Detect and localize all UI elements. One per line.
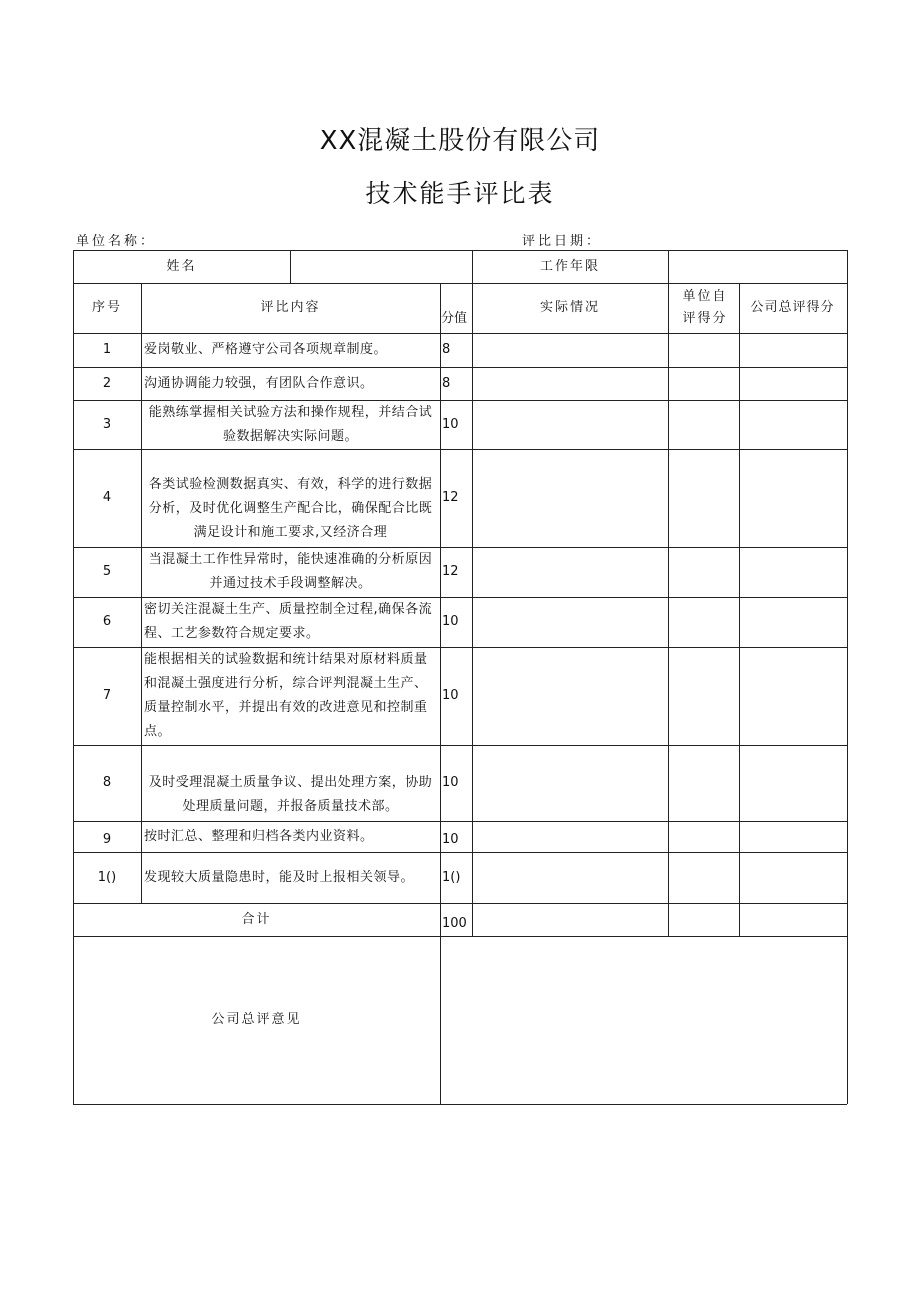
row-9-score: 10: [442, 832, 459, 847]
row-9-company-score-field[interactable]: [739, 821, 847, 852]
row-7-seq: 7: [102, 688, 112, 703]
row-1-self-score-field[interactable]: [668, 333, 739, 367]
row-7-self-score-field[interactable]: [668, 647, 739, 745]
row-8-seq: 8: [102, 775, 112, 790]
row-4-seq: 4: [102, 490, 112, 505]
row-3-content: 能熟练掌握相关试验方法和操作规程，并结合试验数据解决实际问题。: [148, 404, 433, 444]
company-opinion-field[interactable]: [440, 936, 846, 1104]
row-1-company-score-field[interactable]: [739, 333, 847, 367]
row-4-self-score-field[interactable]: [668, 449, 739, 547]
name-field[interactable]: [290, 250, 472, 283]
row-8-actual-field[interactable]: [472, 745, 668, 821]
row-7-actual-field[interactable]: [472, 647, 668, 745]
row-2-content: 沟通协调能力较强，有团队合作意识。: [144, 375, 374, 391]
company-opinion-label: 公司总评意见: [211, 1012, 302, 1027]
name-label: 姓名: [166, 258, 197, 274]
row-2-score: 8: [442, 375, 451, 391]
form-title: 技术能手评比表: [365, 179, 555, 208]
row-5-self-score-field[interactable]: [668, 547, 739, 597]
total-actual-field[interactable]: [472, 903, 668, 936]
row-4-score: 12: [442, 490, 459, 505]
row-10-content: 发现较大质量隐患时，能及时上报相关领导。: [144, 869, 415, 885]
row-5-actual-field[interactable]: [472, 547, 668, 597]
row-8-score: 10: [442, 775, 459, 790]
total-label: 合计: [241, 911, 272, 927]
row-3-seq: 3: [102, 416, 112, 432]
row-10-seq: 1(): [97, 869, 117, 885]
row-9-seq: 9: [102, 832, 112, 847]
row-6-score: 10: [442, 614, 459, 629]
row-2-self-score-field[interactable]: [668, 367, 739, 400]
evaluation-date-label: 评比日期：: [522, 234, 603, 249]
company-title: XX混凝土股份有限公司: [319, 126, 601, 156]
row-6-content: 密切关注混凝土生产、质量控制全过程,确保各流程、工艺参数符合规定要求。: [144, 602, 433, 641]
row-6-company-score-field[interactable]: [739, 597, 847, 647]
row-8-company-score-field[interactable]: [739, 745, 847, 821]
col-header-seq: 序号: [91, 300, 122, 315]
table-rule: [73, 1104, 847, 1105]
row-1-actual-field[interactable]: [472, 333, 668, 367]
row-2-seq: 2: [102, 375, 112, 391]
row-2-actual-field[interactable]: [472, 367, 668, 400]
row-9-content: 按时汇总、整理和归档各类内业资料。: [144, 828, 374, 844]
row-6-actual-field[interactable]: [472, 597, 668, 647]
work-years-label: 工作年限: [539, 258, 600, 274]
total-score: 100: [442, 916, 467, 931]
row-8-content: 及时受理混凝土质量争议、提出处理方案，协助处理质量问题，并报备质量技术部。: [148, 775, 433, 814]
col-header-content: 评比内容: [260, 300, 321, 315]
row-1-content: 爱岗敬业、严格遵守公司各项规章制度。: [144, 342, 388, 357]
row-4-company-score-field[interactable]: [739, 449, 847, 547]
col-header-actual: 实际情况: [539, 300, 600, 315]
row-3-score: 10: [442, 416, 459, 432]
col-header-self-score: 单位自评得分: [682, 289, 728, 326]
row-5-company-score-field[interactable]: [739, 547, 847, 597]
row-10-score: 1(): [442, 869, 461, 885]
row-7-company-score-field[interactable]: [739, 647, 847, 745]
work-years-field[interactable]: [668, 250, 846, 283]
row-3-actual-field[interactable]: [472, 400, 668, 449]
row-2-company-score-field[interactable]: [739, 367, 847, 400]
row-6-seq: 6: [102, 614, 112, 629]
row-9-actual-field[interactable]: [472, 821, 668, 852]
unit-name-label: 单位名称：: [76, 234, 157, 249]
row-10-actual-field[interactable]: [472, 852, 668, 903]
row-4-actual-field[interactable]: [472, 449, 668, 547]
row-10-self-score-field[interactable]: [668, 852, 739, 903]
row-9-self-score-field[interactable]: [668, 821, 739, 852]
row-7-content: 能根据相关的试验数据和统计结果对原材料质量和混凝土强度进行分析，综合评判混凝土生产、质量控制水平，并提出有效的改进意见和控制重点。: [144, 652, 428, 739]
row-5-score: 12: [442, 564, 459, 579]
row-3-self-score-field[interactable]: [668, 400, 739, 449]
row-3-company-score-field[interactable]: [739, 400, 847, 449]
col-header-company-score: 公司总评得分: [750, 300, 835, 315]
total-company-score-field[interactable]: [739, 903, 847, 936]
total-self-score-field[interactable]: [668, 903, 739, 936]
row-1-score: 8: [442, 342, 451, 357]
row-5-content: 当混凝土工作性异常时，能快速准确的分析原因并通过技术手段调整解决。: [148, 552, 433, 591]
row-6-self-score-field[interactable]: [668, 597, 739, 647]
table-rule: [847, 250, 848, 1104]
row-8-self-score-field[interactable]: [668, 745, 739, 821]
col-header-score: 分值: [441, 311, 468, 326]
row-7-score: 10: [442, 688, 459, 703]
row-10-company-score-field[interactable]: [739, 852, 847, 903]
row-1-seq: 1: [102, 342, 112, 357]
row-4-content: 各类试验检测数据真实、有效，科学的进行数据分析，及时优化调整生产配合比，确保配合比既满足设计和施工要求,又经济合理: [148, 477, 433, 540]
row-5-seq: 5: [102, 564, 112, 579]
